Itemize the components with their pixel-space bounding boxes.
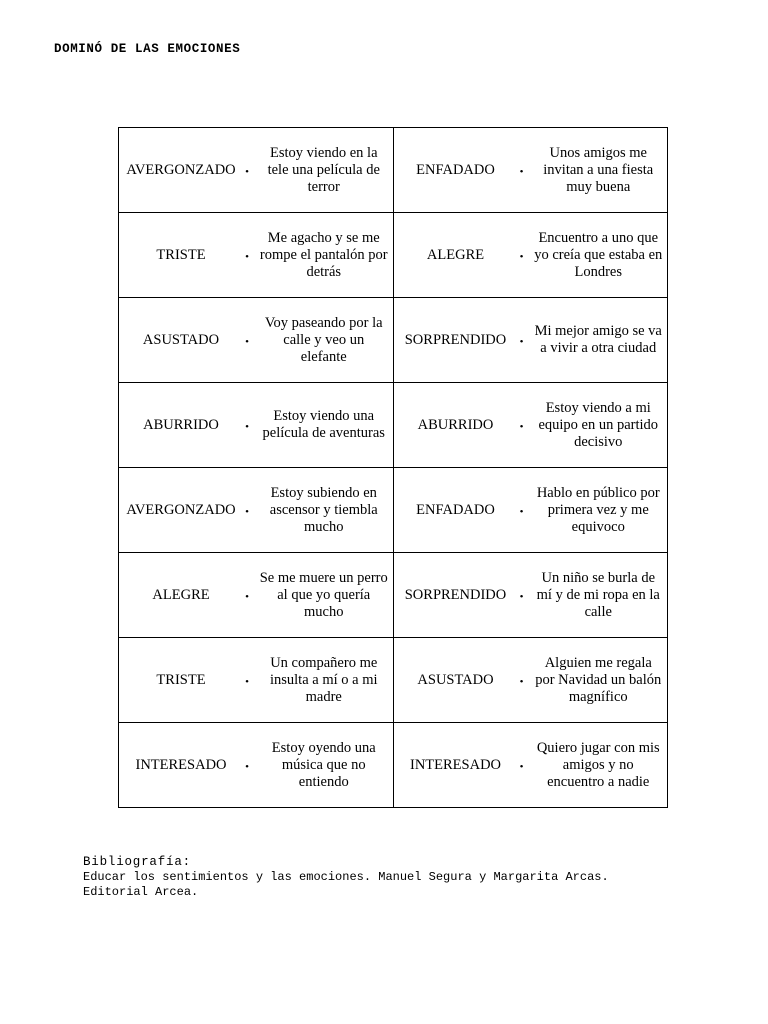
situation-text: Voy paseando por la calle y veo un elefante (264, 314, 383, 365)
bullet-dot-icon: • (519, 335, 524, 348)
situation-text: Mi mejor amigo se va a vivir a otra ciudad (534, 323, 662, 356)
situation-text: Unos amigos me invitan a una fiesta muy buena (543, 144, 654, 195)
bullet-dot-icon: • (519, 420, 524, 433)
domino-card-left (119, 638, 394, 723)
bullet-dot-icon: • (245, 505, 249, 518)
emotion-label: INTERESADO (135, 756, 227, 773)
emotion-label: ABURRIDO (417, 416, 494, 433)
domino-row (119, 213, 668, 298)
domino-card-content (394, 638, 668, 722)
emotion-label: TRISTE (156, 246, 206, 263)
domino-card-content (119, 723, 393, 807)
bullet-dot-icon: • (245, 675, 249, 688)
domino-card-content (119, 128, 393, 212)
bullet-dot-icon: • (245, 165, 249, 178)
domino-card-content (119, 468, 393, 552)
domino-card-content (119, 298, 393, 382)
domino-card-content (119, 383, 393, 467)
domino-card-right (393, 468, 668, 553)
domino-card-content (119, 553, 393, 637)
situation-text: Estoy viendo una película de aventuras (262, 408, 385, 441)
situation-text: Estoy oyendo una música que no entiendo (271, 739, 376, 790)
domino-card-right (393, 723, 668, 808)
domino-card-content (394, 213, 668, 297)
domino-card-content (119, 213, 393, 297)
emotion-label: ASUSTADO (417, 671, 494, 688)
bullet-dot-icon: • (245, 335, 249, 348)
emotion-label: ENFADADO (416, 161, 495, 178)
page-title: DOMINÓ DE LAS EMOCIONES (54, 42, 241, 56)
domino-card-right (393, 128, 668, 213)
domino-row (119, 383, 668, 468)
bibliography (83, 855, 609, 900)
domino-card-left (119, 298, 394, 383)
domino-card-content (394, 553, 668, 637)
emotion-label: ALEGRE (152, 586, 210, 603)
bullet-dot-icon: • (245, 420, 249, 433)
bullet-dot-icon: • (519, 250, 524, 263)
domino-row (119, 553, 668, 638)
domino-row (119, 128, 668, 213)
domino-card-left (119, 128, 394, 213)
emotion-label: INTERESADO (409, 756, 502, 773)
situation-text: Estoy viendo a mi equipo en un partido decisivo (538, 399, 659, 450)
emotion-label: ABURRIDO (143, 416, 219, 433)
domino-row (119, 723, 668, 808)
situation-text: Estoy subiendo en ascensor y tiembla mucho (269, 484, 378, 535)
domino-row (119, 638, 668, 723)
domino-card-content (394, 468, 668, 552)
domino-card-content (394, 383, 668, 467)
bullet-dot-icon: • (519, 760, 524, 773)
situation-text: Quiero jugar con mis amigos y no encuentro a nadie (536, 739, 660, 790)
bullet-dot-icon: • (245, 250, 249, 263)
domino-card-left (119, 468, 394, 553)
bullet-dot-icon: • (245, 590, 249, 603)
domino-card-content (394, 723, 668, 807)
domino-card-content (394, 298, 668, 382)
domino-card-right (393, 383, 668, 468)
domino-table-body (119, 128, 668, 808)
situation-text: Me agacho y se me rompe el pantalón por detrás (259, 229, 388, 280)
situation-text: Un niño se burla de mí y de mi ropa en la calle (536, 569, 660, 620)
emotion-label: TRISTE (156, 671, 206, 688)
bullet-dot-icon: • (245, 760, 249, 773)
situation-text: Un compañero me insulta a mí o a mi madre (269, 654, 378, 705)
domino-card-left (119, 553, 394, 638)
domino-card-right (393, 638, 668, 723)
emotion-label: AVERGONZADO (126, 501, 236, 518)
emotion-label: AVERGONZADO (126, 161, 236, 178)
domino-card-content (119, 638, 393, 722)
domino-card-right (393, 213, 668, 298)
emotion-label: ALEGRE (426, 246, 485, 263)
domino-card-left (119, 213, 394, 298)
situation-text: Encuentro a uno que yo creía que estaba en Londres (534, 229, 663, 280)
bibliography-line: Educar los sentimientos y las emociones. Manuel Segura y Margarita Arcas. (83, 870, 609, 884)
situation-text: Alguien me regala por Navidad un balón magnífico (535, 654, 662, 705)
bullet-dot-icon: • (519, 505, 524, 518)
bibliography-line: Editorial Arcea. (83, 885, 199, 899)
emotion-label: SORPRENDIDO (404, 586, 507, 603)
domino-card-right (393, 553, 668, 638)
bullet-dot-icon: • (519, 165, 524, 178)
bibliography-heading: Bibliografía: (83, 855, 191, 869)
domino-row (119, 468, 668, 553)
situation-text: Estoy viendo en la tele una película de terror (267, 144, 380, 195)
domino-table (118, 127, 668, 808)
emotion-label: ASUSTADO (142, 331, 220, 348)
domino-card-right (393, 298, 668, 383)
domino-card-content (394, 128, 668, 212)
bullet-dot-icon: • (519, 590, 524, 603)
situation-text: Se me muere un perro al que yo quería mucho (259, 569, 388, 620)
domino-card-left (119, 723, 394, 808)
domino-row (119, 298, 668, 383)
situation-text: Hablo en público por primera vez y me equivoco (536, 484, 660, 535)
bullet-dot-icon: • (519, 675, 524, 688)
domino-card-left (119, 383, 394, 468)
emotion-label: ENFADADO (416, 501, 495, 518)
emotion-label: SORPRENDIDO (404, 331, 507, 348)
